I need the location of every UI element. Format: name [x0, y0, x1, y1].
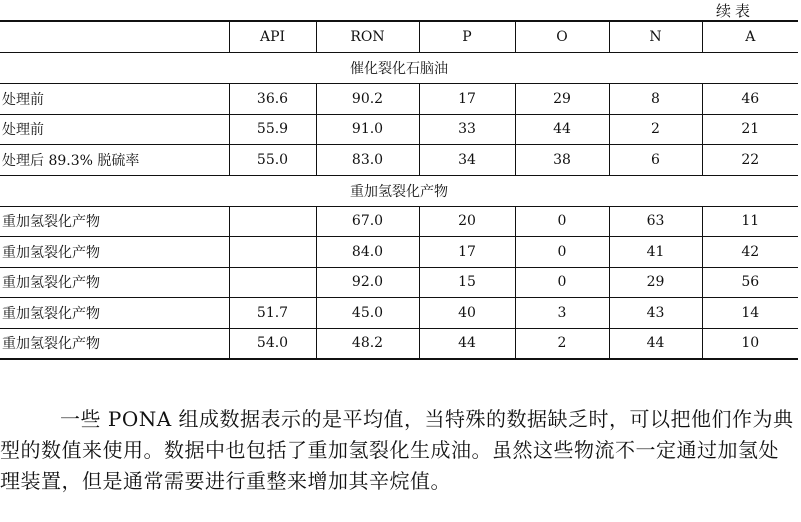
header-cell-a: A: [702, 21, 798, 53]
cell-p: 44: [419, 328, 515, 359]
cell-a: 56: [702, 267, 798, 298]
table-row: [0, 237, 798, 268]
row-label: 重加氢裂化产物: [0, 206, 229, 237]
cell-n: 41: [609, 237, 702, 268]
cell-api: 51.7: [229, 298, 316, 329]
data-table-container: [0, 20, 798, 360]
cell-ron: 91.0: [316, 114, 419, 145]
cell-p: 20: [419, 206, 515, 237]
cell-o: 29: [515, 84, 609, 115]
header-cell-p: P: [419, 21, 515, 53]
cell-ron: 84.0: [316, 237, 419, 268]
row-label: 重加氢裂化产物: [0, 237, 229, 268]
cell-p: 15: [419, 267, 515, 298]
cell-api: 55.0: [229, 145, 316, 176]
cell-p: 34: [419, 145, 515, 176]
cell-o: 2: [515, 328, 609, 359]
cell-n: 29: [609, 267, 702, 298]
cell-p: 17: [419, 237, 515, 268]
cell-p: 17: [419, 84, 515, 115]
table-row: [0, 267, 798, 298]
cell-ron: 67.0: [316, 206, 419, 237]
cell-ron: 90.2: [316, 84, 419, 115]
cell-api: [229, 237, 316, 268]
cell-o: 0: [515, 237, 609, 268]
section-row-heavy-hydrocracked: [0, 175, 798, 206]
table-row: [0, 114, 798, 145]
cell-o: 0: [515, 267, 609, 298]
cell-a: 22: [702, 145, 798, 176]
header-cell-o: O: [515, 21, 609, 53]
cell-ron: 48.2: [316, 328, 419, 359]
row-label: 处理前: [0, 114, 229, 145]
cell-o: 44: [515, 114, 609, 145]
row-label: 重加氢裂化产物: [0, 298, 229, 329]
cell-n: 44: [609, 328, 702, 359]
row-label: 处理前: [0, 84, 229, 115]
cell-api: 36.6: [229, 84, 316, 115]
section-title: 重加氢裂化产物: [0, 175, 798, 206]
cell-ron: 92.0: [316, 267, 419, 298]
cell-ron: 83.0: [316, 145, 419, 176]
row-label: 重加氢裂化产物: [0, 267, 229, 298]
table-row: [0, 145, 798, 176]
header-cell-ron: RON: [316, 21, 419, 53]
cell-a: 42: [702, 237, 798, 268]
cell-p: 33: [419, 114, 515, 145]
cell-ron: 45.0: [316, 298, 419, 329]
pona-data-table: [0, 20, 798, 360]
cell-o: 3: [515, 298, 609, 329]
header-cell-n: N: [609, 21, 702, 53]
body-paragraph: 一些 PONA 组成数据表示的是平均值，当特殊的数据缺乏时，可以把他们作为典型的数值来使用。数据中也包括了重加氢裂化生成油。虽然这些物流不一定通过加氢处理装置，但是通常需要进行重整来增加其辛烷值。: [0, 407, 794, 493]
table-row: [0, 206, 798, 237]
section-row-fcc-naphtha: [0, 53, 798, 84]
cell-a: 46: [702, 84, 798, 115]
table-row: [0, 328, 798, 359]
cell-n: 43: [609, 298, 702, 329]
cell-o: 38: [515, 145, 609, 176]
continued-label: 续表: [716, 2, 755, 20]
table-header-row: [0, 21, 798, 53]
cell-a: 10: [702, 328, 798, 359]
cell-o: 0: [515, 206, 609, 237]
cell-p: 40: [419, 298, 515, 329]
header-cell-blank: [0, 21, 229, 53]
cell-a: 21: [702, 114, 798, 145]
cell-api: [229, 206, 316, 237]
cell-a: 14: [702, 298, 798, 329]
header-cell-api: API: [229, 21, 316, 53]
cell-n: 2: [609, 114, 702, 145]
cell-n: 8: [609, 84, 702, 115]
table-row: [0, 298, 798, 329]
row-label: 处理后 89.3% 脱硫率: [0, 145, 229, 176]
table-row: [0, 84, 798, 115]
cell-a: 11: [702, 206, 798, 237]
cell-n: 6: [609, 145, 702, 176]
cell-n: 63: [609, 206, 702, 237]
row-label: 重加氢裂化产物: [0, 328, 229, 359]
section-title: 催化裂化石脑油: [0, 53, 798, 84]
cell-api: 54.0: [229, 328, 316, 359]
cell-api: [229, 267, 316, 298]
cell-api: 55.9: [229, 114, 316, 145]
